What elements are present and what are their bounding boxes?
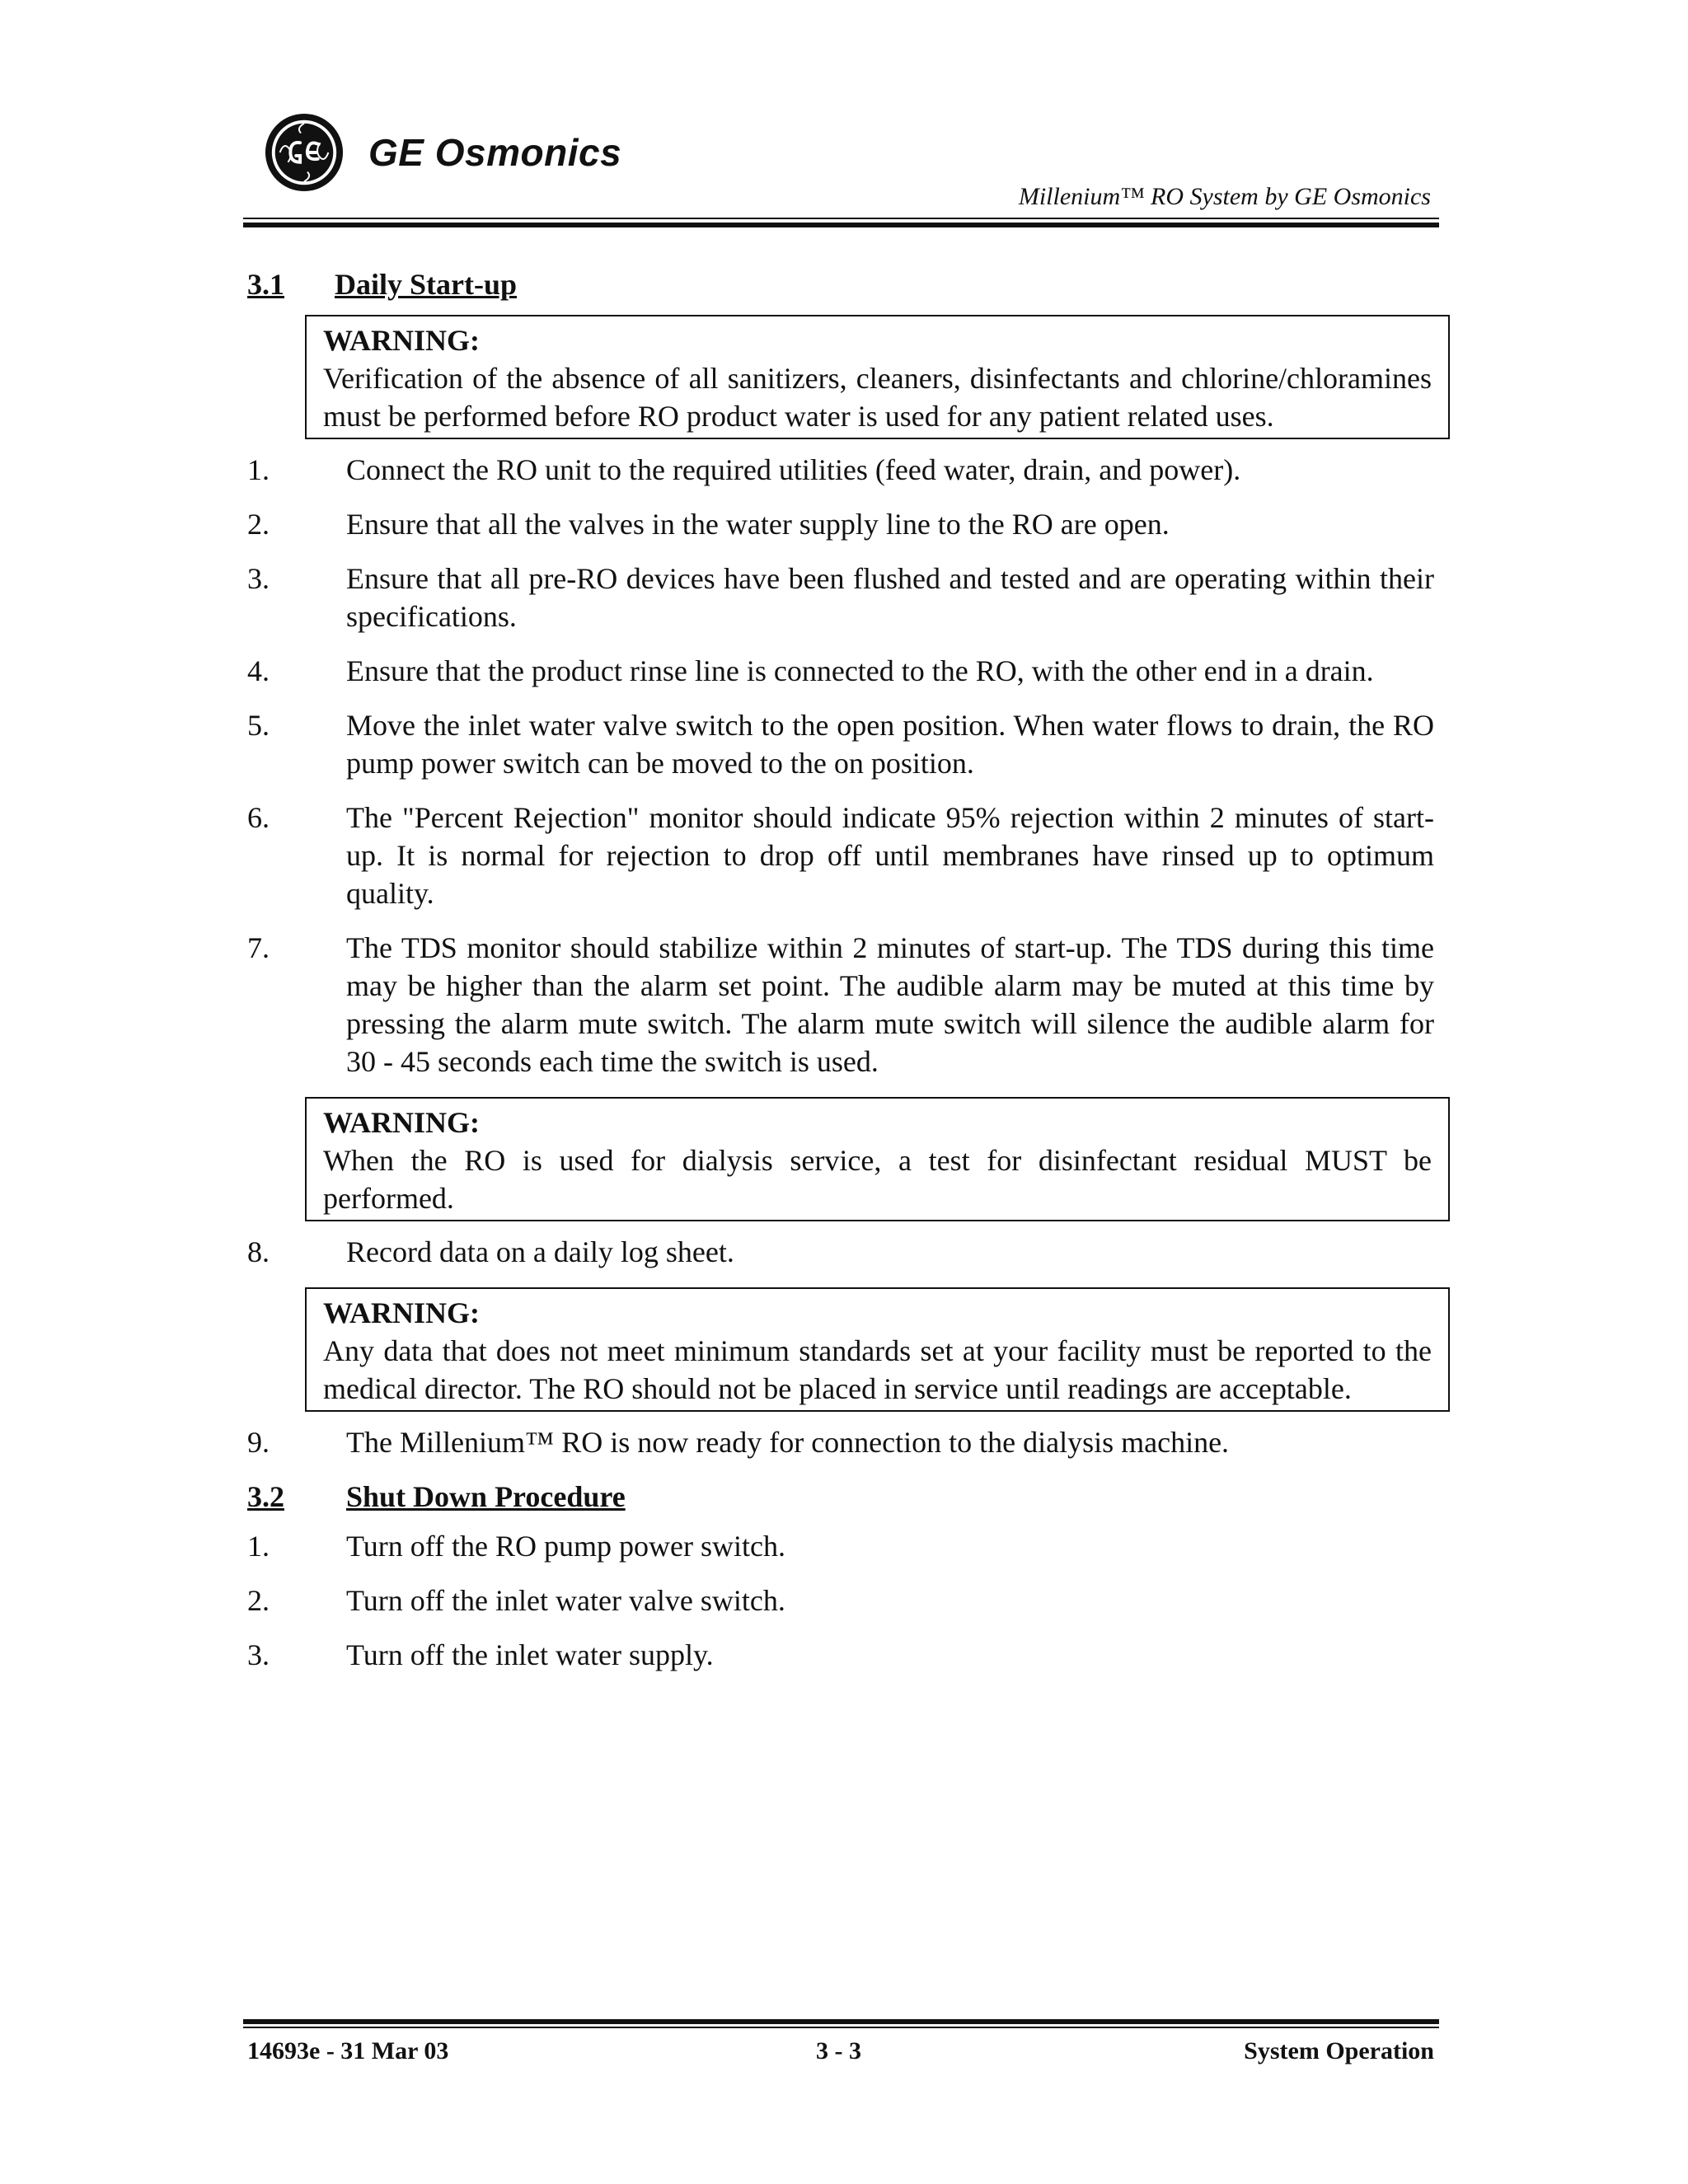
- warning-text: When the RO is used for dialysis service, a test for disinfectant residual MUST be performed.: [323, 1144, 1432, 1215]
- page-number: 3 - 3: [816, 2037, 861, 2064]
- step-text: The TDS monitor should stabilize within 2 minutes of start-up. The TDS during this time may be higher than the alarm set point. The audible alarm may be muted at this time by pressing the alarm mute switch. The alarm mute switch will silence the audible alarm for 30 - 45 seconds each time the switch is used.: [346, 931, 1434, 1078]
- list-item: [247, 505, 1434, 543]
- step-text: Ensure that the product rinse line is connected to the RO, with the other end in a drain.: [346, 654, 1374, 687]
- step-number: 4.: [247, 654, 270, 687]
- list-item: [247, 1582, 1434, 1619]
- step-number: 2.: [247, 1584, 270, 1617]
- step-text: Connect the RO unit to the required utilities (feed water, drain, and power).: [346, 453, 1241, 486]
- step-number: 6.: [247, 801, 270, 834]
- startup-steps-list: [247, 451, 1434, 1080]
- warning-text: Any data that does not meet minimum standards set at your facility must be reported to the medical director. The RO should not be placed in service until readings are acceptable.: [323, 1334, 1432, 1405]
- header-rule-thick: [243, 223, 1439, 227]
- shutdown-steps-list: [247, 1527, 1434, 1674]
- section-title: Shut Down Procedure: [346, 1480, 626, 1513]
- section-heading-shutdown: [247, 1478, 1434, 1516]
- section-title: Daily Start-up: [335, 268, 518, 301]
- list-item: [247, 451, 1434, 489]
- list-item: [247, 652, 1434, 690]
- list-item: [247, 706, 1434, 782]
- list-item: [247, 1423, 1434, 1461]
- step-text: Ensure that all the valves in the water supply line to the RO are open.: [346, 508, 1170, 541]
- section-heading-daily-startup: [247, 265, 1434, 303]
- step-text: Record data on a daily log sheet.: [346, 1235, 734, 1268]
- header-rule-thin: [243, 218, 1439, 219]
- brand-name: GE Osmonics: [368, 131, 622, 174]
- list-item: [247, 1527, 1434, 1565]
- list-item: [247, 929, 1434, 1080]
- step-text: Turn off the inlet water valve switch.: [346, 1584, 785, 1617]
- step-number: 8.: [247, 1235, 270, 1268]
- list-item: [247, 1636, 1434, 1674]
- list-item: [247, 560, 1434, 635]
- warning-text: Verification of the absence of all sanitizers, cleaners, disinfectants and chlorine/chloramines must be performed before RO product water is used for any patient related uses.: [323, 362, 1432, 433]
- step-number: 7.: [247, 931, 270, 964]
- step-number: 3.: [247, 562, 270, 595]
- warning-box: [305, 1287, 1450, 1412]
- step-text: Ensure that all pre-RO devices have been flushed and tested and are operating within their specifications.: [346, 562, 1434, 633]
- step-number: 5.: [247, 709, 270, 742]
- step-number: 1.: [247, 1530, 270, 1563]
- step-text: The Millenium™ RO is now ready for connection to the dialysis machine.: [346, 1426, 1230, 1459]
- footer-chapter: System Operation: [1244, 2037, 1434, 2064]
- warning-box: [305, 1097, 1450, 1221]
- warning-box: [305, 315, 1450, 439]
- step-text: The "Percent Rejection" monitor should indicate 95% rejection within 2 minutes of start-up. It is normal for rejection to drop off until membranes have rinsed up to optimum quality.: [346, 801, 1434, 910]
- step-text: Move the inlet water valve switch to the open position. When water flows to drain, the RO pump power switch can be moved to the on position.: [346, 709, 1434, 780]
- list-item: [247, 1233, 1434, 1271]
- document-title: Millenium™ RO System by GE Osmonics: [1018, 183, 1431, 210]
- section-number: 3.1: [247, 268, 284, 301]
- step-number: 2.: [247, 508, 270, 541]
- footer-rule-thick: [243, 2019, 1439, 2024]
- warning-title: WARNING:: [323, 1296, 481, 1329]
- step-number: 1.: [247, 453, 270, 486]
- footer-rule-thin: [243, 2027, 1439, 2028]
- startup-steps-list-final: [247, 1423, 1434, 1461]
- document-body: [247, 265, 1434, 1690]
- section-number: 3.2: [247, 1480, 284, 1513]
- step-text: Turn off the RO pump power switch.: [346, 1530, 785, 1563]
- step-number: 9.: [247, 1426, 270, 1459]
- startup-steps-list-continued: [247, 1233, 1434, 1271]
- step-text: Turn off the inlet water supply.: [346, 1638, 714, 1671]
- warning-title: WARNING:: [323, 324, 481, 357]
- warning-title: WARNING:: [323, 1106, 481, 1139]
- ge-logo-icon: [264, 112, 345, 193]
- step-number: 3.: [247, 1638, 270, 1671]
- list-item: [247, 799, 1434, 912]
- footer-document-id: 14693e - 31 Mar 03: [247, 2037, 449, 2064]
